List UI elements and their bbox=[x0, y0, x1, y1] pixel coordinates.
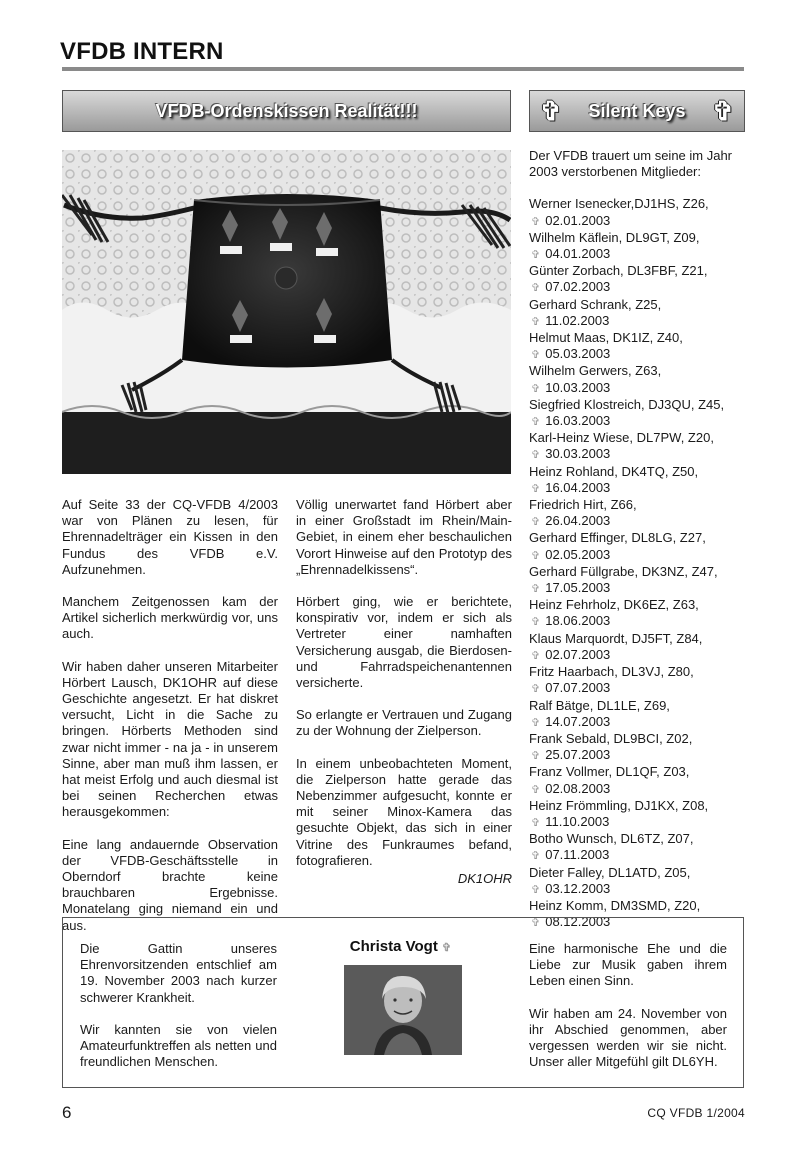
article-column-left bbox=[62, 497, 278, 950]
article-paragraph: In einem unbeobachteten Moment, die Zielperson hatte gerade das Nebenzimmer aufgesucht, konnte er mit seiner Minox-Kamera das gesuchte Objekt, das sich in einer Vitrine des Funkraumes befand, fotografieren. bbox=[296, 755, 512, 868]
silent-key-entry bbox=[529, 230, 745, 263]
silent-keys-title: Silent Keys bbox=[588, 100, 686, 121]
cross-icon: ✞ bbox=[531, 716, 541, 729]
silent-key-date: 18.06.2003 bbox=[545, 613, 611, 629]
silent-key-name: Siegfried Klostreich, DJ3QU, Z45, bbox=[529, 396, 725, 412]
silent-key-entry bbox=[529, 731, 745, 764]
cross-icon: ✞ bbox=[531, 482, 541, 495]
silent-key-date: 02.01.2003 bbox=[545, 212, 611, 228]
cross-icon: ✞ bbox=[531, 783, 541, 796]
silent-key-name: Heinz Fehrholz, DK6EZ, Z63, bbox=[529, 597, 699, 613]
cross-icon: ✞ bbox=[531, 315, 541, 328]
silent-key-entry bbox=[529, 530, 745, 563]
silent-key-date-line bbox=[529, 213, 745, 230]
silent-key-date-line bbox=[529, 747, 745, 764]
silent-key-entry bbox=[529, 330, 745, 363]
silent-key-name: Fritz Haarbach, DL3VJ, Z80, bbox=[529, 664, 694, 680]
silent-key-date-line bbox=[529, 446, 745, 463]
memorial-name: Christa Vogt bbox=[349, 938, 438, 955]
silent-keys-list bbox=[529, 148, 745, 931]
silent-key-entry bbox=[529, 263, 745, 296]
silent-key-date-line bbox=[529, 480, 745, 497]
silent-key-date: 08.12.2003 bbox=[545, 914, 611, 930]
cross-icon: ✞ bbox=[531, 349, 541, 362]
memorial-paragraph: Wir kannten sie von vielen Amateurfunktreffen als netten und freundlichen Menschen. bbox=[80, 1021, 277, 1070]
silent-key-date: 16.03.2003 bbox=[545, 413, 611, 429]
silent-key-entry bbox=[529, 764, 745, 797]
silent-key-date: 10.03.2003 bbox=[545, 379, 611, 395]
silent-key-name: Friedrich Hirt, Z66, bbox=[529, 497, 637, 513]
silent-key-date-line bbox=[529, 881, 745, 898]
silent-key-entry bbox=[529, 631, 745, 664]
silent-key-date-line bbox=[529, 814, 745, 831]
cross-icon: ✞ bbox=[531, 282, 541, 295]
article-paragraph: Auf Seite 33 der CQ-VFDB 4/2003 war von Plänen zu lesen, für Ehrennadelträger ein Kissen in den Fundus des VFDB e.V. Aufzunehmen. bbox=[62, 497, 278, 577]
silent-key-date-line bbox=[529, 313, 745, 330]
cross-icon: ✞ bbox=[531, 382, 541, 395]
silent-key-date: 04.01.2003 bbox=[545, 246, 611, 262]
silent-key-name: Karl-Heinz Wiese, DL7PW, Z20, bbox=[529, 430, 714, 446]
silent-key-name: Heinz Komm, DM3SMD, Z20, bbox=[529, 897, 701, 913]
cross-icon: ✞ bbox=[531, 616, 541, 629]
cushion-photo bbox=[62, 150, 511, 474]
memorial-portrait bbox=[344, 965, 462, 1055]
cross-icon: ✞ bbox=[540, 95, 562, 126]
memorial-name-line bbox=[303, 938, 503, 955]
silent-key-name: Gerhard Schrank, Z25, bbox=[529, 296, 662, 312]
article-banner bbox=[62, 90, 511, 132]
silent-key-date: 02.07.2003 bbox=[545, 646, 611, 662]
silent-key-date: 07.07.2003 bbox=[545, 680, 611, 696]
silent-key-entry bbox=[529, 430, 745, 463]
cross-icon: ✞ bbox=[531, 249, 541, 262]
silent-key-date: 11.02.2003 bbox=[545, 312, 610, 328]
silent-key-date-line bbox=[529, 547, 745, 564]
silent-key-date-line bbox=[529, 647, 745, 664]
silent-key-name: Gerhard Effinger, DL8LG, Z27, bbox=[529, 530, 706, 546]
silent-key-name: Frank Sebald, DL9BCI, Z02, bbox=[529, 730, 693, 746]
cross-icon: ✞ bbox=[531, 449, 541, 462]
silent-key-date-line bbox=[529, 847, 745, 864]
silent-key-name: Franz Vollmer, DL1QF, Z03, bbox=[529, 764, 690, 780]
silent-key-entry bbox=[529, 497, 745, 530]
silent-key-date: 11.10.2003 bbox=[545, 813, 610, 829]
memorial-right-text bbox=[529, 941, 727, 1086]
article-paragraph: Wir haben daher unseren Mitarbeiter Hörbert Lausch, DK1OHR auf diese Geschichte angesetzt. Er hat diskret versucht, Licht in die Sache zu bringen. Hörberts Methoden sind zwar nicht immer - na ja - in unserem Sinne, aber man muß ihm lassen, er hat meist Erfolg und auch diesmal ist bei seinen Recherchen etwas herausgekommen: bbox=[62, 658, 278, 820]
silent-key-date: 25.07.2003 bbox=[545, 747, 611, 763]
silent-key-name: Heinz Rohland, DK4TQ, Z50, bbox=[529, 463, 699, 479]
article-paragraph: Manchem Zeitgenossen kam der Artikel sicherlich merkwürdig vor, uns auch. bbox=[62, 594, 278, 642]
silent-key-entry bbox=[529, 831, 745, 864]
silent-key-date: 07.02.2003 bbox=[545, 279, 611, 295]
silent-key-name: Gerhard Füllgrabe, DK3NZ, Z47, bbox=[529, 563, 718, 579]
silent-key-name: Wilhelm Käflein, DL9GT, Z09, bbox=[529, 229, 700, 245]
silent-key-date-line bbox=[529, 714, 745, 731]
cross-icon: ✞ bbox=[531, 850, 541, 863]
cross-icon: ✞ bbox=[712, 95, 734, 126]
silent-key-entry bbox=[529, 664, 745, 697]
article-banner-title: VFDB-Ordenskissen Realität!!! bbox=[155, 100, 418, 121]
silent-key-date-line bbox=[529, 380, 745, 397]
silent-key-entry bbox=[529, 597, 745, 630]
silent-key-entry bbox=[529, 464, 745, 497]
silent-key-date-line bbox=[529, 346, 745, 363]
memorial-box bbox=[62, 917, 744, 1088]
silent-key-date-line bbox=[529, 513, 745, 530]
silent-key-date-line bbox=[529, 580, 745, 597]
silent-key-entry bbox=[529, 865, 745, 898]
silent-key-date: 03.12.2003 bbox=[545, 880, 611, 896]
issue-label: CQ VFDB 1/2004 bbox=[647, 1106, 745, 1120]
article-paragraph: So erlangte er Vertrauen und Zugang zu der Wohnung der Zielperson. bbox=[296, 707, 512, 739]
silent-key-date: 02.05.2003 bbox=[545, 546, 611, 562]
silent-key-date-line bbox=[529, 413, 745, 430]
silent-keys-intro: Der VFDB trauert um seine im Jahr 2003 verstorbenen Mitglieder: bbox=[529, 148, 733, 180]
article-column-middle bbox=[296, 497, 512, 887]
silent-key-date: 26.04.2003 bbox=[545, 513, 611, 529]
silent-key-entry bbox=[529, 698, 745, 731]
cross-icon: ✞ bbox=[531, 549, 541, 562]
article-paragraph: Völlig unerwartet fand Hörbert aber in einer Großstadt im Rhein/Main-Gebiet, in einem eher beschaulichen Vorort Hinweise auf den Prototyp des „Ehrennadelkissens“. bbox=[296, 497, 512, 577]
silent-key-name: Günter Zorbach, DL3FBF, Z21, bbox=[529, 263, 708, 279]
silent-key-date: 14.07.2003 bbox=[545, 713, 611, 729]
silent-key-date-line bbox=[529, 680, 745, 697]
cross-icon: ✞ bbox=[531, 683, 541, 696]
silent-key-name: Botho Wunsch, DL6TZ, Z07, bbox=[529, 831, 694, 847]
cross-icon: ✞ bbox=[442, 942, 452, 954]
silent-key-entry bbox=[529, 196, 745, 229]
silent-key-entry bbox=[529, 798, 745, 831]
silent-key-name: Dieter Falley, DL1ATD, Z05, bbox=[529, 864, 691, 880]
cross-icon: ✞ bbox=[531, 917, 541, 930]
silent-key-date-line bbox=[529, 246, 745, 263]
cross-icon: ✞ bbox=[531, 583, 541, 596]
silent-key-name: Wilhelm Gerwers, Z63, bbox=[529, 363, 662, 379]
silent-key-date-line bbox=[529, 279, 745, 296]
cross-icon: ✞ bbox=[531, 215, 541, 228]
silent-keys-banner bbox=[529, 90, 745, 132]
silent-key-name: Heinz Frömmling, DJ1KX, Z08, bbox=[529, 797, 709, 813]
silent-key-name: Ralf Bätge, DL1LE, Z69, bbox=[529, 697, 670, 713]
cross-icon: ✞ bbox=[531, 516, 541, 529]
cross-icon: ✞ bbox=[531, 883, 541, 896]
cross-icon: ✞ bbox=[531, 816, 541, 829]
title-rule bbox=[62, 67, 744, 71]
silent-key-date: 05.03.2003 bbox=[545, 346, 611, 362]
memorial-center bbox=[303, 938, 503, 1055]
memorial-paragraph: Wir haben am 24. November von ihr Abschied genommen, aber vergessen werden wir sie nicht. Unser aller Mitgefühl gilt DL6YH. bbox=[529, 1005, 727, 1070]
silent-key-date: 30.03.2003 bbox=[545, 446, 611, 462]
cross-icon: ✞ bbox=[531, 750, 541, 763]
silent-key-date: 17.05.2003 bbox=[545, 580, 611, 596]
article-paragraph: Hörbert ging, wie er berichtete, konspirativ vor, indem er sich als Vertreter einer namhaften Versicherung ausgab, die Bierdosen- und Fahrradspeichenantennen versicherte. bbox=[296, 594, 512, 691]
section-title: VFDB INTERN bbox=[60, 38, 224, 65]
silent-key-entry bbox=[529, 564, 745, 597]
silent-key-entry bbox=[529, 297, 745, 330]
silent-key-name: Werner Isenecker,DJ1HS, Z26, bbox=[529, 196, 709, 212]
cross-icon: ✞ bbox=[531, 649, 541, 662]
silent-key-entry bbox=[529, 363, 745, 396]
article-paragraph: Eine lang andauernde Observation der VFDB-Geschäftsstelle in Oberndorf brachte keine brauchbaren Ergebnisse. Monatelang ging niemand ein und aus. bbox=[62, 836, 278, 933]
silent-key-date: 16.04.2003 bbox=[545, 479, 611, 495]
silent-key-name: Helmut Maas, DK1IZ, Z40, bbox=[529, 330, 683, 346]
memorial-left-text bbox=[80, 941, 277, 1086]
memorial-paragraph: Eine harmonische Ehe und die Liebe zur Musik gaben ihrem Leben einen Sinn. bbox=[529, 941, 727, 989]
silent-key-date: 07.11.2003 bbox=[545, 847, 610, 863]
silent-key-date-line bbox=[529, 613, 745, 630]
silent-key-name: Klaus Marquordt, DJ5FT, Z84, bbox=[529, 630, 703, 646]
silent-key-date-line bbox=[529, 781, 745, 798]
silent-key-date: 02.08.2003 bbox=[545, 780, 611, 796]
author-signature: DK1OHR bbox=[457, 871, 512, 887]
silent-key-entry bbox=[529, 397, 745, 430]
silent-keys-entries bbox=[529, 196, 745, 931]
page-number: 6 bbox=[62, 1103, 72, 1122]
memorial-paragraph: Die Gattin unseres Ehrenvorsitzenden entschlief am 19. November 2003 nach kurzer schwerer Krankheit. bbox=[80, 941, 277, 1005]
cross-icon: ✞ bbox=[531, 416, 541, 429]
